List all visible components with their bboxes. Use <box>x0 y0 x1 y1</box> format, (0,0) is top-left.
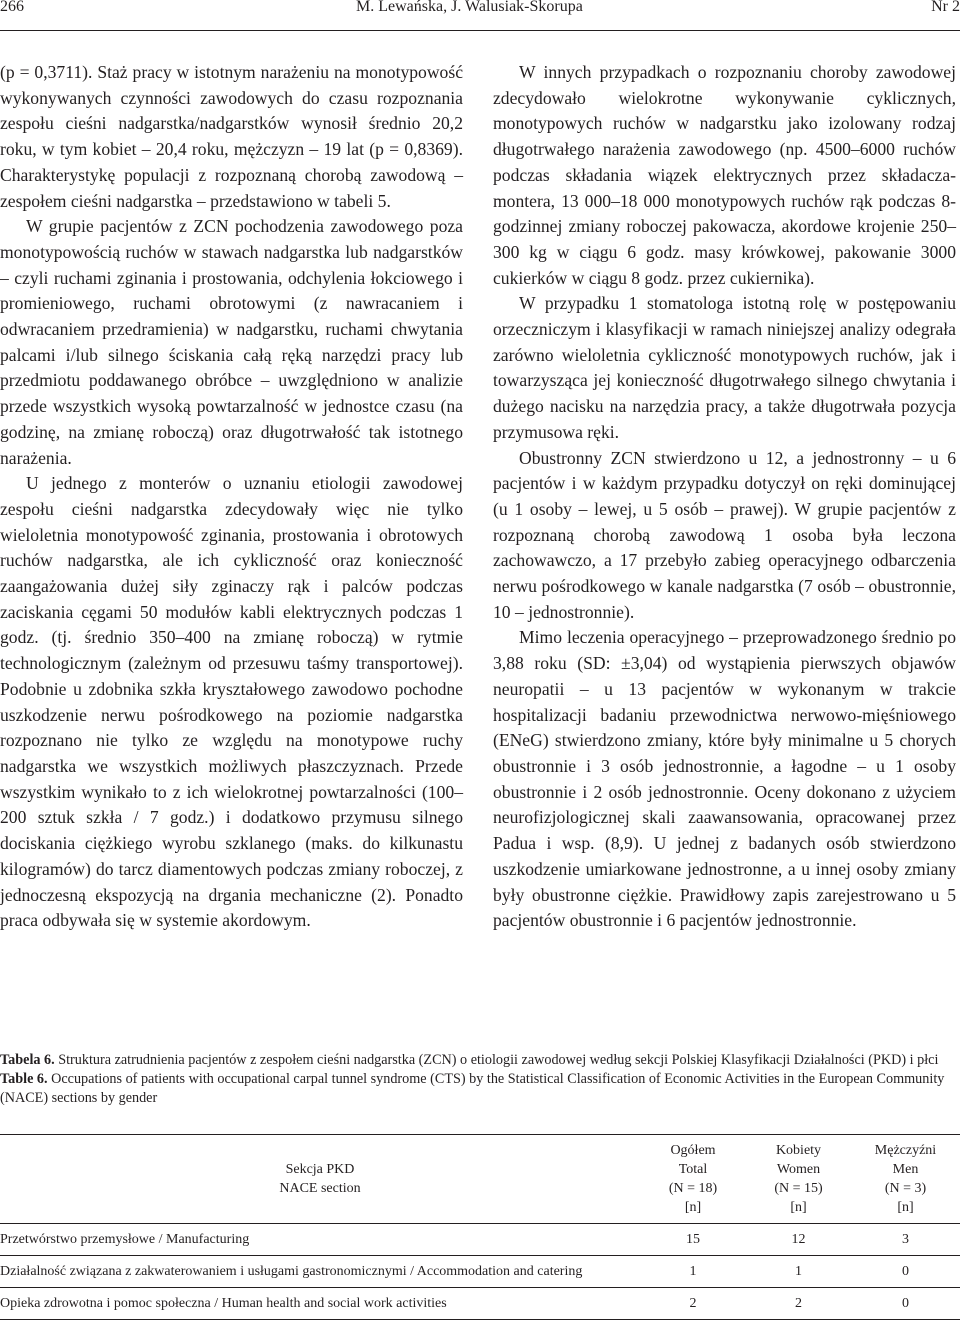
table-row <box>0 1256 960 1288</box>
left-column <box>0 60 463 934</box>
header-women: Kobiety Women (N = 15) [n] <box>774 1143 823 1215</box>
paragraph: (p = 0,3711). Staż pracy w istotnym narażeniu na monotypowość wykonywanych czynności zawodowych do czasu rozpoznania zespołu cieśni nadgarstka/nadgarstków wynosił średnio 20,2 roku, w tym kobiet – 20,4 roku, mężczyzn – 19 lat (p = 0,8369). Charakterystykę populacji z rozpoznaną chorobą zawodową – zespołem cieśni nadgarstka – przedstawiono w tabeli 5. <box>0 62 463 211</box>
cell-total: 1 <box>640 1256 746 1288</box>
table-header-row <box>0 1135 960 1224</box>
cell-women: 1 <box>746 1256 851 1288</box>
cell-section: Przetwórstwo przemysłowe / Manufacturing <box>0 1224 640 1256</box>
caption-pl <box>0 1051 960 1070</box>
right-column <box>493 60 956 934</box>
cell-men: 0 <box>851 1288 960 1320</box>
header-men: Mężczyźni Men (N = 3) [n] <box>874 1143 937 1215</box>
table-caption <box>0 1051 960 1108</box>
paragraph: W przypadku 1 stomatologa istotną rolę w postępowaniu orzeczniczym i klasyfikacji w ramach niniejszej analizy odegrała zarówno wieloletnia cykliczność monotypowych ruchów, jak i towarzysząca jej konieczność długotrwałego silnego chwytania i dużego nacisku na narzędzia pracy, a także długotrwała pozycja przymusowa ręki. <box>493 293 956 442</box>
paragraph: Obustronny ZCN stwierdzono u 12, a jednostronny – u 6 pacjentów i w każdym przypadku dotyczył on ręki dominującej (u 1 osoby – lewej, u 5 osób – prawej). W grupie pacjentów z rozpoznaną chorobą zawodową 1 osoba była leczona zachowawczo, a 17 przebyło zabieg operacyjnego odbarczenia nerwu pośrodkowego w kanale nadgarstka (7 osób – obustronnie, 10 – jednostronnie). <box>493 447 956 622</box>
cell-men: 0 <box>851 1256 960 1288</box>
cell-women: 12 <box>746 1224 851 1256</box>
table-row <box>0 1288 960 1320</box>
cell-total: 2 <box>640 1288 746 1320</box>
table-row <box>0 1224 960 1256</box>
caption-en-label: Table 6. <box>0 1071 48 1087</box>
header-total: Ogółem Total (N = 18) [n] <box>668 1143 718 1215</box>
cell-section: Działalność związana z zakwaterowaniem i usługami gastronomicznymi / Accommodation and catering <box>0 1256 640 1288</box>
paragraph: Mimo leczenia operacyjnego – przeprowadzonego średnio po 3,88 roku (SD: ±3,04) od wystąpienia pierwszych objawów neuropatii – u 13 pacjentów w wykonanym w trakcie hospitalizacji badaniu przewodnictwa nerwowo-mięśniowego (ENeG) stwierdzono zmiany, które były minimalne u 5 chorych obustronnie i 3 osób jednostronnie, a łagodne – u 1 osoby obustronnie i 2 osób jednostronnie. Oceny dokonano z użyciem neurofizjologicznej skali zaawansowania, opracowanej przez Padua i wsp. (8,9). U jednej z badanych osób stwierdzono uszkodzenie umiarkowane jednostronne, a u innej osoby zmiany były obustronne ciężkie. Prawidłowy zapis zarejestrowano u 5 pacjentów obustronnie i 6 pacjentów jednostronnie. <box>493 627 956 931</box>
paragraph: W grupie pacjentów z ZCN pochodzenia zawodowego poza monotypowością ruchów w stawach nadgarstka lub nadgarstków – czyli ruchami zginania i prostowania, odchylenia łokciowego i promieniowego, ruchami obrotowymi (z nawracaniem i odwracaniem przedramienia) w nadgarstku, ruchami chwytania palcami i/lub silnego ściskania całą ręką narzędzi pracy lub przedmiotu poddawanego obróbce – uwzględniono w analizie przede wszystkich wysoką powtarzalność w jednostce czasu (na godzinę, na zmianę roboczą) oraz długotrwałość tak istotnego narażenia. <box>0 216 463 468</box>
cell-women: 2 <box>746 1288 851 1320</box>
header-rule <box>0 30 960 31</box>
paragraph: W innych przypadkach o rozpoznaniu choroby zawodowej zdecydowało wielokrotne wykonywanie cyklicznych, monotypowych ruchów w nadgarstku jako izolowany rodzaj długotrwałego narażenia zawodowego (np. 4500–6000 ruchów podczas składania wiązek elektrycznych przez składacza-montera, 13 000–18 000 monotypowych ruchów rąk podczas 8-godzinnej zmiany roboczej pakowacza, akordowe krojenie 250–300 kg w ciągu 6 godz. masy krówkowej, pakowanie 3000 cukierków w ciągu 8 godz. przez cukiernika). <box>493 62 956 288</box>
caption-en <box>0 1070 960 1108</box>
cell-men: 3 <box>851 1224 960 1256</box>
header-issue: Nr 2 <box>931 0 960 15</box>
header-authors: M. Lewańska, J. Walusiak-Skorupa <box>356 0 583 15</box>
cell-total: 15 <box>640 1224 746 1256</box>
running-header <box>0 0 960 30</box>
caption-pl-label: Tabela 6. <box>0 1052 55 1068</box>
data-table <box>0 1134 960 1320</box>
cell-section: Opieka zdrowotna i pomoc społeczna / Human health and social work activities <box>0 1288 640 1320</box>
paragraph: U jednego z monterów o uznaniu etiologii zawodowej zespołu cieśni nadgarstka zdecydowały więc nie tylko wieloletnia monotypowość zginania, prostowania i obrotowych ruchów nadgarstka, ale ich cykliczność oraz konieczność zaangażowania dużej siły zginaczy rąk i palców podczas zaciskania cęgami 50 modułów kabli elektrycznych podczas 1 godz. (tj. średnio 350–400 na zmianę roboczą) w rytmie technologicznym (zależnym od przesuwu taśmy transportowej). Podobnie u zdobnika szkła kryształowego zawodowo pochodne uszkodzenie nerwu pośrodkowego na poziomie nadgarstka rozpoznano nie tylko ze względu na monotypowe ruchy nadgarstka we wszystkich możliwych płaszczyznach. Przede wszystkim wynikało to z ich wielokrotnej powtarzalności (100–200 sztuk szkła / 7 godz.) i dodatkowo przymusu silnego dociskania ciężkiego wyrobu szklanego (maks. do kilkunastu kilogramów) do tarcz diamentowych podczas zmiany roboczej, z jednoczesną ekspozycją na drgania mechaniczne (2). Ponadto praca odbywała się w systemie akordowym. <box>0 473 463 931</box>
caption-pl-text: Struktura zatrudnienia pacjentów z zespołem cieśni nadgarstka (ZCN) o etiologii zawodowej według sekcji Polskiej Klasyfikacji Działalności (PKD) i płci <box>58 1052 939 1068</box>
caption-en-text: Occupations of patients with occupational carpal tunnel syndrome (CTS) by the Statistical Classification of Economic Activities in the European Community (NACE) sections by gender <box>0 1071 945 1106</box>
page-number: 266 <box>0 0 24 15</box>
header-section: Sekcja PKD NACE section <box>279 1162 361 1196</box>
